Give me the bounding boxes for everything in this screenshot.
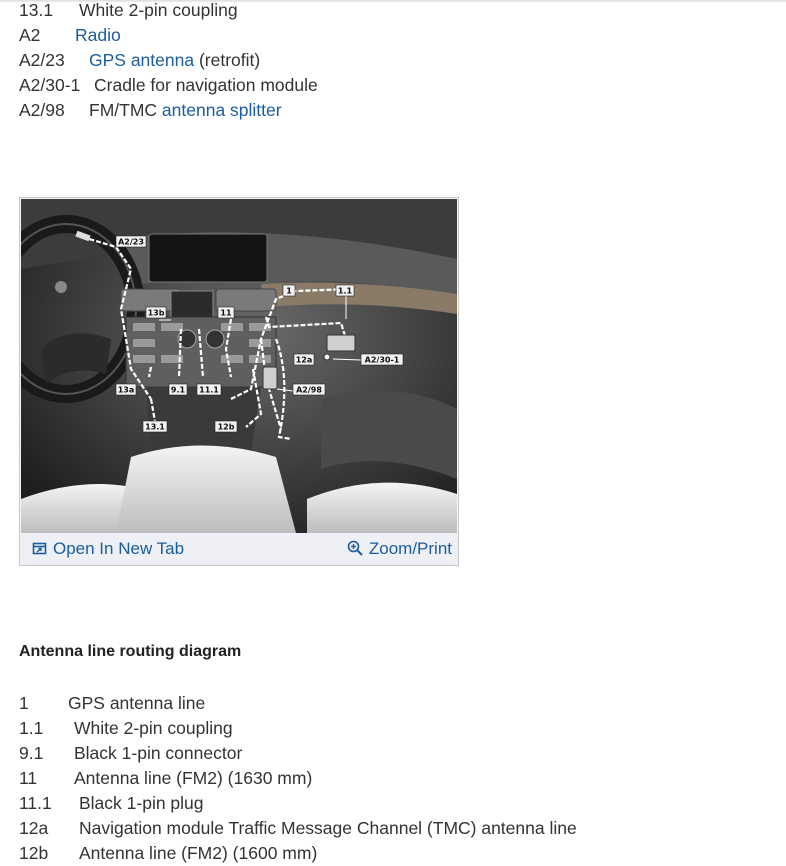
callout-label: 11 xyxy=(220,308,232,318)
zoom-in-icon xyxy=(347,540,363,556)
open-in-new-tab-label: Open In New Tab xyxy=(53,539,185,558)
callout-label: A2/30-1 xyxy=(364,355,400,365)
legend-desc: (retrofit) xyxy=(198,50,261,70)
callout-label: 13a xyxy=(117,385,135,395)
callout-label: 12a xyxy=(295,355,313,365)
legend-desc: White 2-pin coupling xyxy=(79,0,238,20)
legend-desc: FM/TMC xyxy=(89,100,158,120)
legend-code: A2 xyxy=(19,25,41,45)
callout-label: 13b xyxy=(147,308,165,318)
dashboard-illustration xyxy=(21,199,457,533)
dashboard-diagram-image[interactable] xyxy=(21,199,457,533)
legend-desc: White 2-pin coupling xyxy=(74,718,233,738)
legend-code: 13.1 xyxy=(19,0,54,20)
callout-label: 1.1 xyxy=(337,286,353,296)
legend-desc: Cradle for navigation module xyxy=(94,75,318,95)
open-in-new-tab-button[interactable] xyxy=(32,533,184,565)
radio-link[interactable]: Radio xyxy=(75,25,121,45)
legend-desc: Navigation module Traffic Message Channel (TMC) antenna line xyxy=(79,818,577,838)
legend-code: 9.1 xyxy=(19,743,44,763)
callout-label: 12b xyxy=(217,422,235,432)
antenna-splitter-link[interactable]: antenna splitter xyxy=(161,100,282,120)
callout-label: 1 xyxy=(286,286,292,296)
callout-label: 11.1 xyxy=(199,385,219,395)
callout-label: A2/98 xyxy=(296,385,322,395)
callout-label: 9.1 xyxy=(170,385,186,395)
legend-desc: Black 1-pin connector xyxy=(74,743,243,763)
callout-label: A2/23 xyxy=(118,237,144,247)
legend-desc: Antenna line (FM2) (1630 mm) xyxy=(74,768,313,788)
legend-desc: Black 1-pin plug xyxy=(79,793,204,813)
diagram-figure xyxy=(19,197,459,566)
legend-code: A2/98 xyxy=(19,100,65,120)
figure-caption: Antenna line routing diagram xyxy=(19,643,242,660)
legend-desc: GPS antenna line xyxy=(68,693,206,713)
open-new-tab-icon xyxy=(32,541,47,556)
legend-code: 12a xyxy=(19,818,49,838)
legend-code: 11 xyxy=(19,768,38,788)
gps-antenna-link[interactable]: GPS antenna xyxy=(89,50,195,70)
legend-code: 1.1 xyxy=(19,718,44,738)
callout-label: 13.1 xyxy=(145,422,165,432)
legend-code: 11.1 xyxy=(19,793,52,813)
zoom-print-button[interactable] xyxy=(347,533,452,565)
legend-code: A2/23 xyxy=(19,50,65,70)
legend-code: 1 xyxy=(19,693,29,713)
legend-desc: Antenna line (FM2) (1600 mm) xyxy=(79,843,318,863)
legend-code: A2/30-1 xyxy=(19,75,81,95)
zoom-print-label: Zoom/Print xyxy=(368,539,452,558)
figure-toolbar xyxy=(20,533,458,565)
legend-code: 12b xyxy=(19,843,49,863)
